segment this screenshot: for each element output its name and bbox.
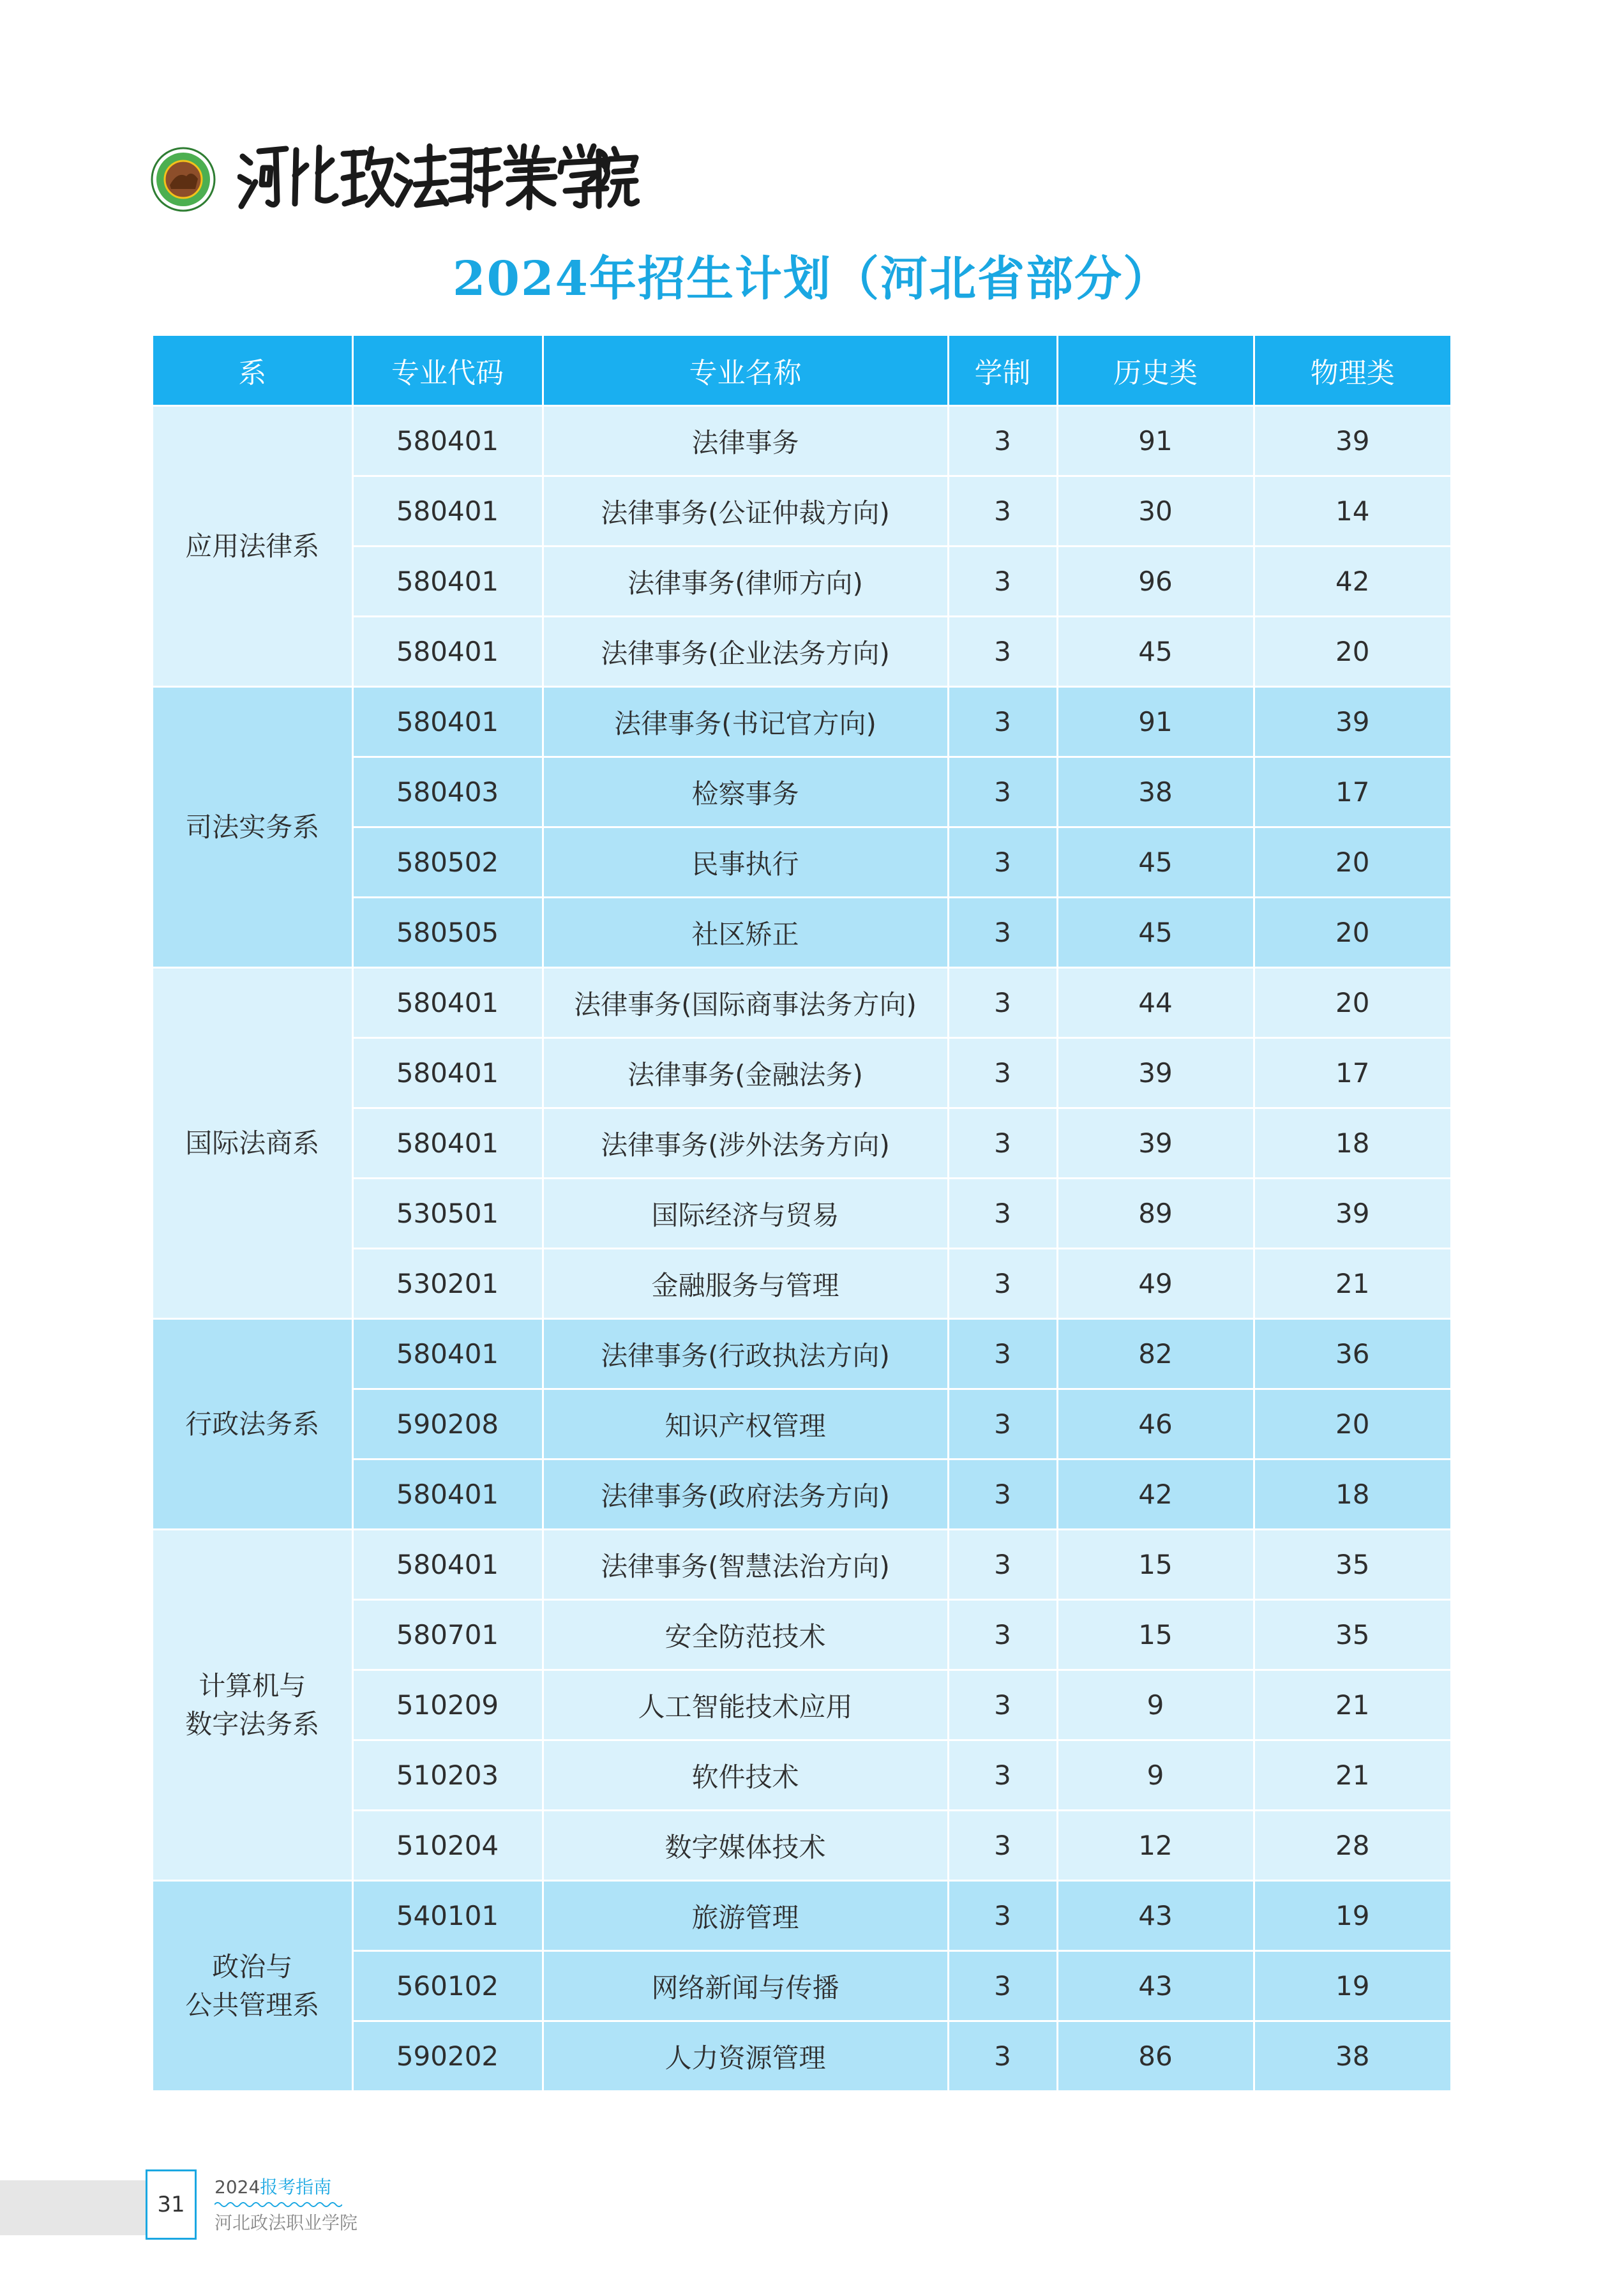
major-code-cell: 580401: [352, 687, 543, 757]
history-quota-cell: 91: [1057, 687, 1254, 757]
major-code-cell: 510204: [352, 1811, 543, 1881]
major-name-cell: 网络新闻与传播: [543, 1951, 948, 2021]
duration-cell: 3: [948, 687, 1057, 757]
table-row: [153, 1530, 1450, 1600]
header-physics-track: 物理类: [1254, 336, 1450, 406]
table-header-row: [153, 336, 1450, 406]
duration-cell: 3: [948, 1670, 1057, 1740]
major-name-cell: 法律事务: [543, 406, 948, 476]
physics-quota-cell: 21: [1254, 1249, 1450, 1319]
duration-cell: 3: [948, 1881, 1057, 1951]
physics-quota-cell: 28: [1254, 1811, 1450, 1881]
physics-quota-cell: 35: [1254, 1530, 1450, 1600]
physics-quota-cell: 21: [1254, 1670, 1450, 1740]
major-code-cell: 580401: [352, 547, 543, 617]
history-quota-cell: 42: [1057, 1460, 1254, 1530]
history-quota-cell: 96: [1057, 547, 1254, 617]
major-code-cell: 580401: [352, 476, 543, 547]
department-name-line: 计算机与: [199, 1670, 306, 1701]
duration-cell: 3: [948, 1530, 1057, 1600]
major-name-cell: 旅游管理: [543, 1881, 948, 1951]
header-history-track: 历史类: [1057, 336, 1254, 406]
major-code-cell: 580401: [352, 1108, 543, 1179]
school-name-calligraphy: [237, 137, 640, 214]
history-quota-cell: 45: [1057, 898, 1254, 968]
duration-cell: 3: [948, 1108, 1057, 1179]
major-name-cell: 检察事务: [543, 757, 948, 827]
physics-quota-cell: 18: [1254, 1460, 1450, 1530]
major-name-cell: 软件技术: [543, 1740, 948, 1811]
enrollment-plan-table: [153, 336, 1450, 2090]
duration-cell: 3: [948, 1179, 1057, 1249]
physics-quota-cell: 20: [1254, 1389, 1450, 1460]
duration-cell: 3: [948, 617, 1057, 687]
major-code-cell: 580401: [352, 1038, 543, 1108]
physics-quota-cell: 39: [1254, 687, 1450, 757]
history-quota-cell: 45: [1057, 827, 1254, 898]
major-code-cell: 580401: [352, 617, 543, 687]
duration-cell: 3: [948, 1811, 1057, 1881]
duration-cell: 3: [948, 1038, 1057, 1108]
major-name-cell: 民事执行: [543, 827, 948, 898]
major-name-cell: 法律事务(政府法务方向): [543, 1460, 948, 1530]
department-name-line: 行政法务系: [185, 1408, 320, 1440]
duration-cell: 3: [948, 1951, 1057, 2021]
major-name-cell: 社区矫正: [543, 898, 948, 968]
major-code-cell: 580401: [352, 406, 543, 476]
header-duration: 学制: [948, 336, 1057, 406]
major-name-cell: 法律事务(涉外法务方向): [543, 1108, 948, 1179]
physics-quota-cell: 21: [1254, 1740, 1450, 1811]
department-name-line: 公共管理系: [185, 1989, 320, 2021]
history-quota-cell: 43: [1057, 1881, 1254, 1951]
physics-quota-cell: 19: [1254, 1951, 1450, 2021]
table-row: [153, 1881, 1450, 1951]
department-name-line: 国际法商系: [185, 1127, 320, 1159]
header-major-name: 专业名称: [543, 336, 948, 406]
major-code-cell: 580403: [352, 757, 543, 827]
major-code-cell: 510203: [352, 1740, 543, 1811]
major-name-cell: 法律事务(公证仲裁方向): [543, 476, 948, 547]
physics-quota-cell: 19: [1254, 1881, 1450, 1951]
department-cell: [153, 968, 352, 1319]
history-quota-cell: 15: [1057, 1600, 1254, 1670]
history-quota-cell: 86: [1057, 2021, 1254, 2091]
physics-quota-cell: 39: [1254, 1179, 1450, 1249]
school-seal-icon: [151, 147, 216, 212]
history-quota-cell: 44: [1057, 968, 1254, 1038]
footer-guide-title: [214, 2173, 331, 2199]
major-code-cell: 580401: [352, 968, 543, 1038]
duration-cell: 3: [948, 898, 1057, 968]
major-code-cell: 530501: [352, 1179, 543, 1249]
department-name-line: 司法实务系: [185, 811, 320, 843]
table-row: [153, 687, 1450, 757]
department-cell: [153, 1881, 352, 2091]
department-name-line: 政治与: [212, 1950, 293, 1982]
footer-bar: [0, 2180, 146, 2235]
footer-year: 2024: [214, 2176, 260, 2198]
duration-cell: 3: [948, 406, 1057, 476]
duration-cell: 3: [948, 2021, 1057, 2091]
history-quota-cell: 39: [1057, 1108, 1254, 1179]
physics-quota-cell: 20: [1254, 617, 1450, 687]
major-code-cell: 580401: [352, 1530, 543, 1600]
table-row: [153, 406, 1450, 476]
history-quota-cell: 12: [1057, 1811, 1254, 1881]
physics-quota-cell: 42: [1254, 547, 1450, 617]
history-quota-cell: 46: [1057, 1389, 1254, 1460]
history-quota-cell: 49: [1057, 1249, 1254, 1319]
department-cell: [153, 406, 352, 687]
history-quota-cell: 38: [1057, 757, 1254, 827]
duration-cell: 3: [948, 1740, 1057, 1811]
table-body: [153, 406, 1450, 2091]
major-name-cell: 数字媒体技术: [543, 1811, 948, 1881]
major-code-cell: 580505: [352, 898, 543, 968]
physics-quota-cell: 20: [1254, 968, 1450, 1038]
department-cell: [153, 1530, 352, 1881]
major-name-cell: 金融服务与管理: [543, 1249, 948, 1319]
table-row: [153, 968, 1450, 1038]
physics-quota-cell: 17: [1254, 1038, 1450, 1108]
physics-quota-cell: 36: [1254, 1319, 1450, 1389]
department-name-line: 数字法务系: [185, 1708, 320, 1740]
major-code-cell: 590202: [352, 2021, 543, 2091]
major-name-cell: 法律事务(国际商事法务方向): [543, 968, 948, 1038]
history-quota-cell: 89: [1057, 1179, 1254, 1249]
major-name-cell: 法律事务(金融法务): [543, 1038, 948, 1108]
major-code-cell: 580701: [352, 1600, 543, 1670]
major-name-cell: 法律事务(律师方向): [543, 547, 948, 617]
header-major-code: 专业代码: [352, 336, 543, 406]
major-name-cell: 法律事务(企业法务方向): [543, 617, 948, 687]
history-quota-cell: 82: [1057, 1319, 1254, 1389]
history-quota-cell: 15: [1057, 1530, 1254, 1600]
duration-cell: 3: [948, 757, 1057, 827]
physics-quota-cell: 38: [1254, 2021, 1450, 2091]
history-quota-cell: 91: [1057, 406, 1254, 476]
physics-quota-cell: 20: [1254, 898, 1450, 968]
history-quota-cell: 9: [1057, 1670, 1254, 1740]
duration-cell: 3: [948, 1319, 1057, 1389]
major-name-cell: 法律事务(书记官方向): [543, 687, 948, 757]
major-name-cell: 人力资源管理: [543, 2021, 948, 2091]
major-name-cell: 法律事务(行政执法方向): [543, 1319, 948, 1389]
major-name-cell: 法律事务(智慧法治方向): [543, 1530, 948, 1600]
duration-cell: 3: [948, 1249, 1057, 1319]
department-cell: [153, 1319, 352, 1530]
major-code-cell: 510209: [352, 1670, 543, 1740]
duration-cell: 3: [948, 827, 1057, 898]
history-quota-cell: 9: [1057, 1740, 1254, 1811]
duration-cell: 3: [948, 1460, 1057, 1530]
wave-divider-icon: [214, 2201, 342, 2208]
history-quota-cell: 45: [1057, 617, 1254, 687]
duration-cell: 3: [948, 968, 1057, 1038]
page-title: 2024年招生计划（河北省部分）: [453, 252, 1171, 306]
major-code-cell: 540101: [352, 1881, 543, 1951]
duration-cell: 3: [948, 1600, 1057, 1670]
page-number: 31: [146, 2169, 197, 2240]
physics-quota-cell: 35: [1254, 1600, 1450, 1670]
major-name-cell: 人工智能技术应用: [543, 1670, 948, 1740]
major-name-cell: 知识产权管理: [543, 1389, 948, 1460]
duration-cell: 3: [948, 1389, 1057, 1460]
footer-guide: 报考指南: [260, 2176, 332, 2198]
table-row: [153, 1319, 1450, 1389]
physics-quota-cell: 18: [1254, 1108, 1450, 1179]
footer-school-name: 河北政法职业学院: [214, 2212, 358, 2233]
physics-quota-cell: 17: [1254, 757, 1450, 827]
major-code-cell: 590208: [352, 1389, 543, 1460]
major-code-cell: 530201: [352, 1249, 543, 1319]
duration-cell: 3: [948, 476, 1057, 547]
major-code-cell: 580401: [352, 1460, 543, 1530]
major-code-cell: 580401: [352, 1319, 543, 1389]
department-name-line: 应用法律系: [185, 530, 320, 562]
physics-quota-cell: 20: [1254, 827, 1450, 898]
department-cell: [153, 687, 352, 968]
header-department: 系: [153, 336, 352, 406]
duration-cell: 3: [948, 547, 1057, 617]
history-quota-cell: 43: [1057, 1951, 1254, 2021]
major-code-cell: 580502: [352, 827, 543, 898]
major-name-cell: 国际经济与贸易: [543, 1179, 948, 1249]
physics-quota-cell: 14: [1254, 476, 1450, 547]
physics-quota-cell: 39: [1254, 406, 1450, 476]
history-quota-cell: 30: [1057, 476, 1254, 547]
history-quota-cell: 39: [1057, 1038, 1254, 1108]
major-name-cell: 安全防范技术: [543, 1600, 948, 1670]
major-code-cell: 560102: [352, 1951, 543, 2021]
